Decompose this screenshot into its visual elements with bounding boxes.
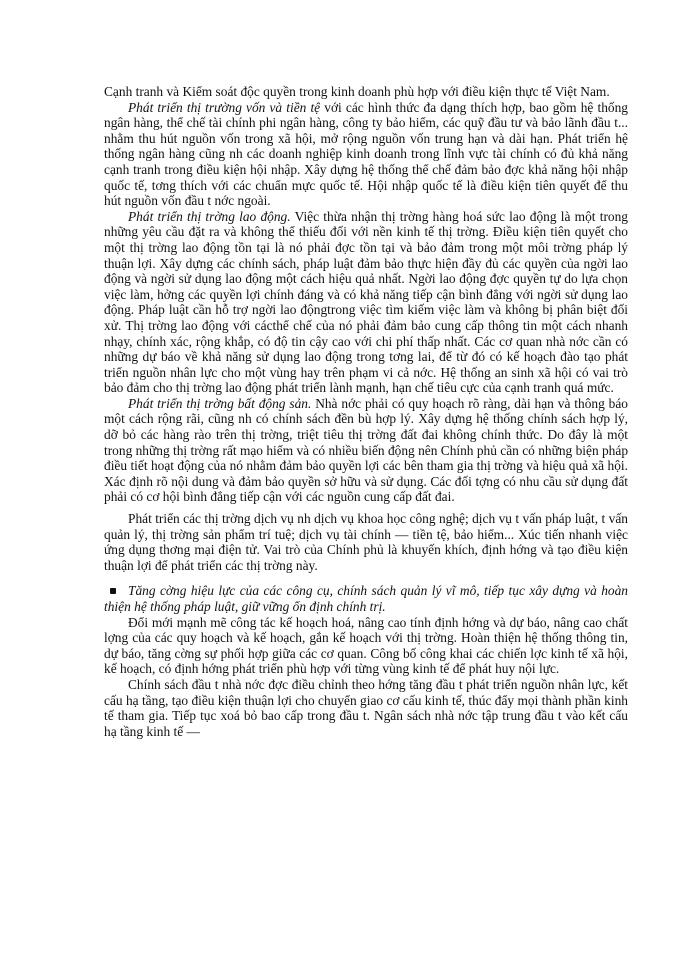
paragraph-2-text: với các hình thức đa dạng thích hợp, bao gồm hệ thống ngân hàng, thể chế tài chính phi ngân hàng, công ty bảo hiểm, các quỹ đầu tư và bảo lãnh đầu t... nhằm thu hút nguồn vốn trong xã hội, mở rộng nguồn vốn trung hạn và dài hạn. Phát triển hệ thống ngân hàng cũng nh các doanh nghiệp kinh doanh trong lĩnh vực tài chính có đủ khả năng cạnh tranh trong điều kiện hội nhập. Xây dựng hệ thống thể chế đảm bảo đợc khả năng hội nhập quốc tế, tơng thích với các chuẩn mực quốc tế. Hội nhập quốc tế là điều kiện tiên quyết để thu hút nguồn vốn đầu t nớc ngoài. (104, 99, 628, 209)
paragraph-4-text: Nhà nớc phải có quy hoạch rõ ràng, dài hạn và thông báo một cách rộng rãi, cũng nh có chính sách đền bù hợp lý. Xây dựng hệ thống chính sách hợp lý, dỡ bỏ các hàng rào trên thị trờng, triệt tiêu thị trờng đất đai không chính thức. Do đây là một trong những thị trờng rất mạo hiểm và có nhiều biến động nên Chính phủ cần có những biện pháp điều tiết hoạt động của nó nhằm đảm bảo quyền lợi các bên tham gia thị trờng và hiệu quả xã hội. Xác định rõ nội dung và đảm bảo quyền sở hữu và sử dụng. Các đối tợng có nhu cầu sử dụng đất phải có cơ hội bình đẳng tiếp cận với các nguồn cung cấp đất đai. (104, 395, 629, 505)
document-body (104, 84, 628, 739)
paragraph-1-text: Cạnh tranh và Kiểm soát độc quyền trong kinh doanh phù hợp với điều kiện thực tế Việt Nam. (104, 84, 610, 99)
paragraph-labor-market (104, 209, 628, 396)
paragraph-5-text: Phát triển các thị trờng dịch vụ nh dịch vụ khoa học công nghệ; dịch vụ t vấn pháp luật, t vấn quản lý, thị trờng sản phẩm trí tuệ; dịch vụ tài chính — tiền tệ, bảo hiểm... Xúc tiến nhanh việc ứng dụng thơng mại điện tử. Vai trò của Chính phủ là khuyến khích, định hớng và tạo điều kiện thuận lợi để phát triển các thị trờng này. (104, 511, 628, 573)
paragraph-real-estate-market (104, 396, 628, 505)
paragraph-1 (104, 84, 628, 100)
paragraph-8-text: Chính sách đầu t nhà nớc đợc điều chỉnh theo hớng tăng đầu t phát triển nguồn nhân lực, kết cấu hạ tầng, tạo điều kiện thuận lợi cho chuyển giao cơ cấu kinh tế, thúc đẩy mọi thành phần kinh tế tham gia. Tiếp tục xoá bỏ bao cấp trong đầu t. Ngân sách nhà nớc tập trung đầu t vào kết cấu hạ tầng kinh tế — (104, 676, 628, 739)
bullet-heading-text: Tăng cờng hiệu lực của các công cụ, chính sách quản lý vĩ mô, tiếp tục xây dựng và hoàn thiện hệ thống pháp luật, giữ vững ổn định chính trị. (104, 583, 628, 614)
paragraph-2-heading: Phát triển thị trường vốn và tiền tệ (128, 99, 321, 115)
bullet-icon (110, 588, 116, 594)
paragraph-7-text: Đổi mới mạnh mẽ công tác kế hoạch hoá, nâng cao tính định hớng và dự báo, nâng cao chất lợng của các quy hoạch và kế hoạch, gắn kế hoạch với thị trờng. Hoàn thiện hệ thống thông tin, dự báo, tăng cờng sự phối hợp giữa các cơ quan. Công bố công khai các chiến lợc kinh tế xã hội, kế hoạch, có định hớng phát triển phù hợp với từng vùng kinh tế để phát huy nội lực. (104, 614, 628, 677)
paragraph-capital-market (104, 100, 628, 209)
paragraph-planning-reform (104, 615, 628, 677)
paragraph-3-heading: Phát triển thị trờng lao động. (128, 208, 291, 224)
paragraph-4-heading: Phát triển thị trờng bất động sản. (128, 395, 312, 411)
paragraph-service-markets (104, 511, 628, 573)
bullet-heading (104, 583, 628, 614)
paragraph-investment-policy (104, 677, 628, 739)
paragraph-3-text: Việc thừa nhận thị trờng hàng hoá sức lao động là một trong những yêu cầu đặt ra và không thể thiếu đối với nền kinh tế thị trờng. Điều kiện tiên quyết cho một thị trờng lao động tồn tại là nó phải đợc tồn tại và bảo đảm trong một môi trờng pháp lý thuận lợi. Xây dựng các chính sách, pháp luật đảm bảo thực hiện đầy đủ các quyền của ngời lao động và ngời sử dụng lao động một cách hiệu quả nhất. Ngời lao động đợc quyền tự do lựa chọn việc làm, hởng các quyền lợi chính đáng và có khả năng tiếp cận bình đẳng với ngời sử dụng lao động. Pháp luật cần hỗ trợ ngời lao độngtrong việc tìm kiếm việc làm và không bị phân biệt đối xử. Thị trờng lao động với cácthể chế của nó phải đảm bảo cung cấp thông tin một cách nhanh nhạy, chính xác, rộng khắp, có độ tin cậy cao với chi phí thấp nhất. Các cơ quan nhà nớc cần có những dự báo về khả năng sử dụng lao động trong tơng lai, để từ đó có kế hoạch đào tạo phát triển nguồn nhân lực cho một vùng hay trên phạm vi cả nớc. Hệ thống an sinh xã hội có vai trò bảo đảm cho thị trờng lao động phát triển lành mạnh, hạn chế tiêu cực của cạnh tranh quá mức. (104, 208, 628, 396)
